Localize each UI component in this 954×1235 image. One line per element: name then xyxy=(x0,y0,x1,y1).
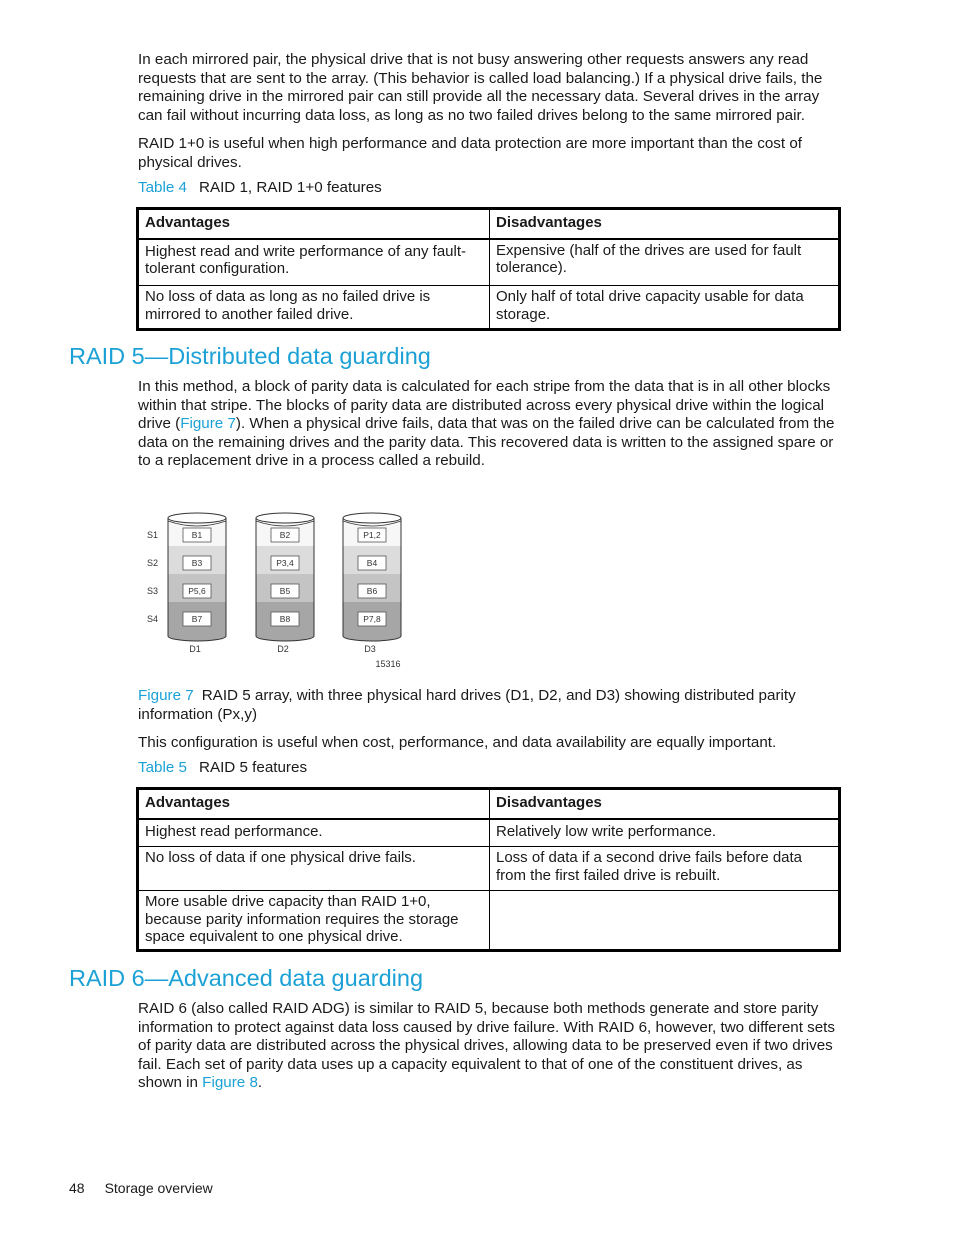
block-label: B1 xyxy=(191,530,203,540)
table4-caption-text: RAID 1, RAID 1+0 features xyxy=(198,179,382,196)
stripe-label: S3 xyxy=(147,586,159,596)
stripe-label: S4 xyxy=(147,614,159,624)
table-cell: Relatively low write performance. xyxy=(490,819,840,847)
table-header-row xyxy=(138,789,840,819)
stripe-label: S2 xyxy=(147,558,159,568)
drive-label: D3 xyxy=(364,644,376,654)
table-header-cell: Disadvantages xyxy=(490,209,840,239)
table5-label: Table 5 xyxy=(138,759,187,776)
drive-label: D1 xyxy=(189,644,201,654)
block-label: B6 xyxy=(366,586,378,596)
drive-d3 xyxy=(343,513,401,654)
figure-id: 15316 xyxy=(375,659,401,669)
drive-label: D2 xyxy=(277,644,289,654)
table5 xyxy=(136,787,841,952)
table-row xyxy=(138,847,840,891)
table-header-cell: Advantages xyxy=(138,789,490,819)
table-cell xyxy=(490,891,840,951)
table4-label: Table 4 xyxy=(138,179,187,196)
drive-d1 xyxy=(168,513,226,654)
section-heading-raid5: RAID 5—Distributed data guarding xyxy=(69,343,431,369)
drive-bottom-fill xyxy=(257,630,314,636)
table-cell: Loss of data if a second drive fails before data from the first failed drive is rebuilt. xyxy=(490,847,840,891)
figure7-link[interactable]: Figure 7 xyxy=(180,415,236,433)
page-number: 48 xyxy=(69,1180,85,1196)
figure8-link[interactable]: Figure 8 xyxy=(202,1074,258,1092)
table5-caption-text: RAID 5 features xyxy=(198,759,308,776)
drive-bottom-fill xyxy=(344,630,401,636)
raid5-paragraph-2: This configuration is useful when cost, performance, and data availability are equally important. xyxy=(138,734,777,751)
raid5-paragraph-text: In this method, a block of parity data is calculated for each stripe from the data that is in all other blocks within that stripe. The blocks of parity data are distributed across every physical drive within the logical drive ( xyxy=(138,378,831,433)
block-label: B4 xyxy=(366,558,378,568)
drive-d2 xyxy=(256,513,314,654)
raid6-paragraph-text-end: . xyxy=(257,1074,263,1092)
table-row xyxy=(138,819,840,847)
intro-paragraph-2: RAID 1+0 is useful when high performance and data protection are more important than the cost of physical drives. xyxy=(138,135,802,171)
block-label: B7 xyxy=(191,614,203,624)
raid5-diagram xyxy=(130,500,420,678)
table4-caption xyxy=(138,179,382,197)
block-label: B2 xyxy=(279,530,291,540)
figure7-label: Figure 7 xyxy=(138,687,194,704)
raid5-paragraph-text-end: ). When a physical drive fails, data that was on the failed drive can be calculated from the data on the remaining drives and the parity data. This recovered data is written to the assigned spare or to a replacement drive in a process called a rebuild. xyxy=(138,415,835,470)
drive-bottom-fill xyxy=(169,630,226,636)
table-cell: No loss of data if one physical drive fails. xyxy=(138,847,490,891)
stripe-label: S1 xyxy=(147,530,159,540)
figure7-caption-text: RAID 5 array, with three physical hard drives (D1, D2, and D3) showing distributed parity information (Px,y) xyxy=(138,687,796,723)
raid6-paragraph-text: RAID 6 (also called RAID ADG) is similar to RAID 5, because both methods generate and store parity information to protect against data loss caused by drive failure. With RAID 6, however, two different sets of parity data are distributed across the physical drives, allowing data to be preserved even if two drives fail. Each set of parity data uses up a capacity equivalent to that of one of the constituent drives, as shown in xyxy=(138,1000,835,1092)
table-cell: Only half of total drive capacity usable for data storage. xyxy=(490,286,840,330)
table-cell: More usable drive capacity than RAID 1+0, because parity information requires the storage space equivalent to one physical drive. xyxy=(138,891,490,951)
table-row xyxy=(138,239,840,286)
block-label: B5 xyxy=(279,586,291,596)
table-cell: Highest read and write performance of any fault-tolerant configuration. xyxy=(138,239,490,286)
table-header-cell: Disadvantages xyxy=(490,789,840,819)
block-label: P5,6 xyxy=(188,586,206,596)
table-cell: No loss of data as long as no failed drive is mirrored to another failed drive. xyxy=(138,286,490,330)
block-label: B3 xyxy=(191,558,203,568)
figure7-caption xyxy=(138,687,846,724)
drive-top xyxy=(256,513,314,523)
raid5-paragraph xyxy=(138,378,846,471)
drive-top xyxy=(168,513,226,523)
page-footer xyxy=(69,1180,213,1196)
block-label: B8 xyxy=(279,614,291,624)
raid6-paragraph xyxy=(138,1000,846,1093)
table-header-row xyxy=(138,209,840,239)
table-row xyxy=(138,891,840,951)
table-header-cell: Advantages xyxy=(138,209,490,239)
section-heading-raid6: RAID 6—Advanced data guarding xyxy=(69,965,424,991)
block-label: P7,8 xyxy=(363,614,381,624)
drive-top xyxy=(343,513,401,523)
block-label: P1,2 xyxy=(363,530,381,540)
table-row xyxy=(138,286,840,330)
table-cell: Highest read performance. xyxy=(138,819,490,847)
table5-caption xyxy=(138,759,307,777)
intro-paragraph-1: In each mirrored pair, the physical drive that is not busy answering other requests answers any read requests that are sent to the array. (This behavior is called load balancing.) If a physical drive fails, the remaining drive in the mirrored pair can still provide all the necessary data. Several drives in the array can fail without incurring data loss, as long as no two failed drives belong to the same mirrored pair. xyxy=(138,51,823,124)
table4 xyxy=(136,207,841,331)
block-label: P3,4 xyxy=(276,558,294,568)
footer-section-title: Storage overview xyxy=(104,1180,213,1196)
table-cell: Expensive (half of the drives are used for fault tolerance). xyxy=(490,239,840,286)
